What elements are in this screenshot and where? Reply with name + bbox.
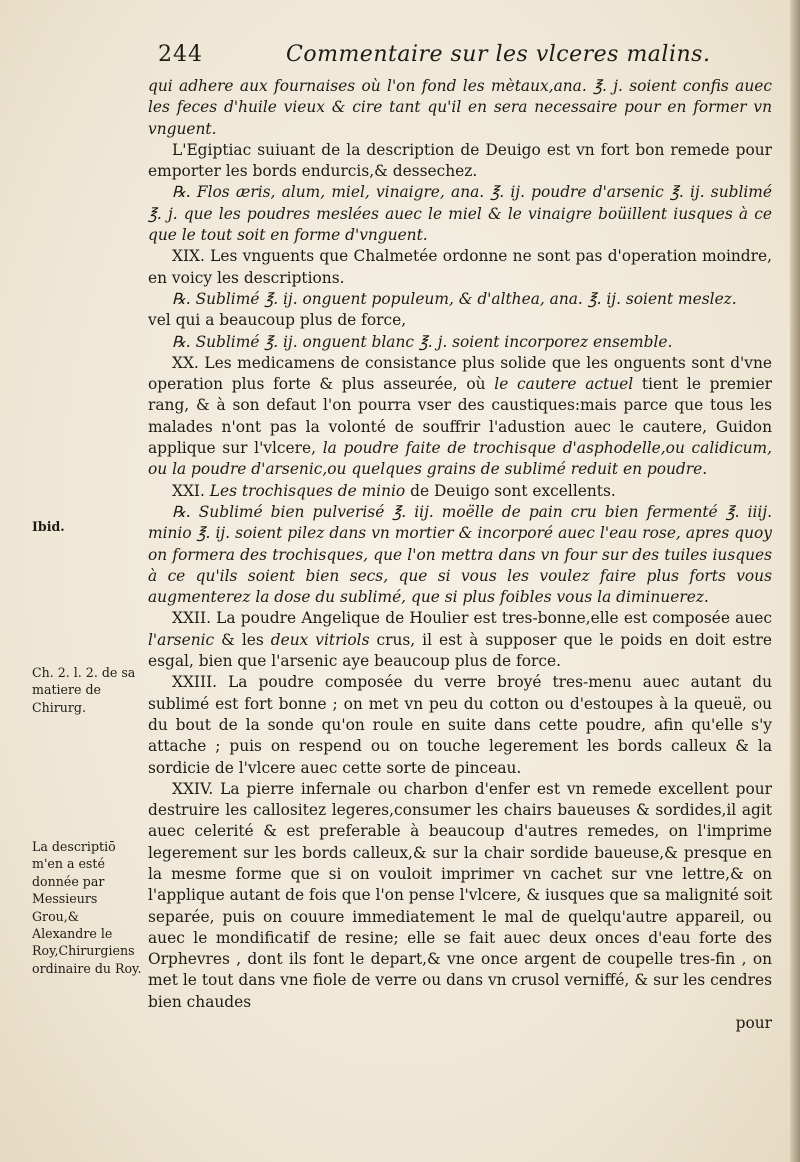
paragraph-continuation: qui adhere aux fournaises où l'on fond les mètaux,ana. ℥. j. soient confis auec les feces d'huile vieux & cire tant qu'il en sera necessaire pour en former vn vnguent. — [148, 77, 772, 138]
text-run: XXI. — [172, 481, 210, 500]
text-run: de Deuigo sont excellents. — [405, 481, 616, 500]
margin-note-description-source: La descriptiō m'en a esté donnée par Messieurs Grou,& Alexandre le Roy,Chirurgiens ordinaire du Roy. — [32, 839, 142, 976]
paragraph-egiptiac: L'Egiptiac suiuant de la description de Deuigo est vn fort bon remede pour emporter les bords endurcis,& dessechez. — [148, 140, 772, 181]
paragraph-vel: vel qui a beaucoup plus de force, — [148, 311, 407, 330]
page-header — [158, 40, 778, 74]
text-run-italic: Les trochisques de minio — [209, 481, 406, 500]
paragraph-xx — [148, 353, 772, 481]
text-run: tient le premier rang, & à son defaut l'on pourra vser des caustiques:mais parce que tous les malades n'ont pas la volonté de souffrir l'adustion auec le cautere, Guidon applique sur l'vlcere, — [148, 375, 772, 458]
recipe-trochisques: ℞. Sublimé bien pulverisé ℥. iij. moëlle de pain cru bien fermenté ℥. iiij. minio ℥. ij. soient pilez dans vn mortier & incorporé auec l'eau rose, apres quoy on formera des trochisques, que l'on mettra dans vn four sur des tuiles iusques à ce qu'ils soient bien secs, que si vous les voulez faire plus forts vous augmenterez la dose du sublimé, que si plus foibles vous la diminuerez. — [148, 502, 772, 607]
margin-notes — [8, 0, 142, 1162]
paragraph-xxiii: XXIII. La poudre composée du verre broyé tres-menu auec autant du sublimé est fort bonne ; on met vn peu du cotton ou d'estoupes à la queuë, ou du bout de la sonde qu'on roule en suite dans cette poudre, afin qu'elle s'y attache ; puis on respend ou on touche legerement les bords calleux & la sordicie de l'vlcere auec cette sorte de pinceau. — [148, 673, 772, 777]
text-run-italic: la poudre faite de trochisque d'asphodelle,ou calidicum, ou la poudre d'arsenic,ou quelques grains de sublimé reduit en poudre. — [148, 439, 772, 479]
recipe-egiptiac: ℞. Flos æris, alum, miel, vinaigre, ana. ℥. ij. poudre d'arsenic ℥. ij. sublimé ℥. j. que les poudres meslées auec le miel & le vinaigre boüillent iusques à ce que le tout soit en forme d'vnguent. — [148, 183, 772, 245]
margin-note-ibid: Ibid. — [32, 519, 65, 534]
text-run: XXII. La poudre Angelique de Houlier est tres-bonne,elle est composée auec — [172, 609, 772, 628]
paragraph-xxi — [148, 481, 772, 502]
text-run-italic: l'arsenic — [148, 630, 215, 649]
main-text — [148, 76, 772, 1034]
catchword: pour — [735, 1014, 772, 1033]
text-run: crus, il est à supposer que le poids en doit estre esgal, bien que l'arsenic aye beaucoup plus de force. — [148, 630, 772, 671]
paragraph-xix: XIX. Les vnguents que Chalmetée ordonne ne sont pas d'operation moindre, en voicy les descriptions. — [148, 247, 772, 287]
paragraph-xxii — [148, 608, 772, 672]
running-title: Commentaire sur les vlceres malins. — [286, 42, 711, 67]
recipe-chalmetee-1: ℞. Sublimé ℥. ij. onguent populeum, & d'althea, ana. ℥. ij. soient meslez. — [172, 289, 737, 308]
paragraph-xxiv: XXIV. La pierre infernale ou charbon d'enfer est vn remede excellent pour destruire les callositez legeres,consumer les chairs baueuses & sordides,il agit auec celerité & est preferable à beaucoup d'autres remedes, on l'imprime legerement sur les bords calleux,& sur la chair sordide baueuse,& presque en la mesme forme que si on vouloit imprimer vn cachet sur vne lettre,& on l'applique autant de fois que l'on pense l'vlcere, & iusques que sa malignité soit separée, puis on couure immediatement le mal de quelqu'autre appareil, ou auec le mondificatif de resine; elle se fait auec deux onces d'eau forte des Orphevres , dont ils font le depart,& vne once argent de coupelle tres-fin , on met le tout dans vne fiole de verre ou dans vn crusol verniffé, & sur les cendres bien chaudes — [148, 779, 772, 1011]
text-run: & les — [214, 630, 271, 649]
page-edge-shadow — [790, 0, 800, 1162]
recipe-chalmetee-2: ℞. Sublimé ℥. ij. onguent blanc ℥. j. soient incorporez ensemble. — [172, 332, 673, 351]
margin-note-chapter-ref: Ch. 2. l. 2. de sa matiere de Chirurg. — [32, 665, 136, 715]
text-run-italic: le cautere actuel — [494, 375, 634, 394]
page-number: 244 — [158, 42, 203, 67]
text-run-italic: deux vitriols — [270, 630, 370, 649]
text-run: XX. Les medicamens de consistance plus solide que les onguents sont d'vne operation plus forte & plus asseurée, où — [148, 353, 772, 394]
